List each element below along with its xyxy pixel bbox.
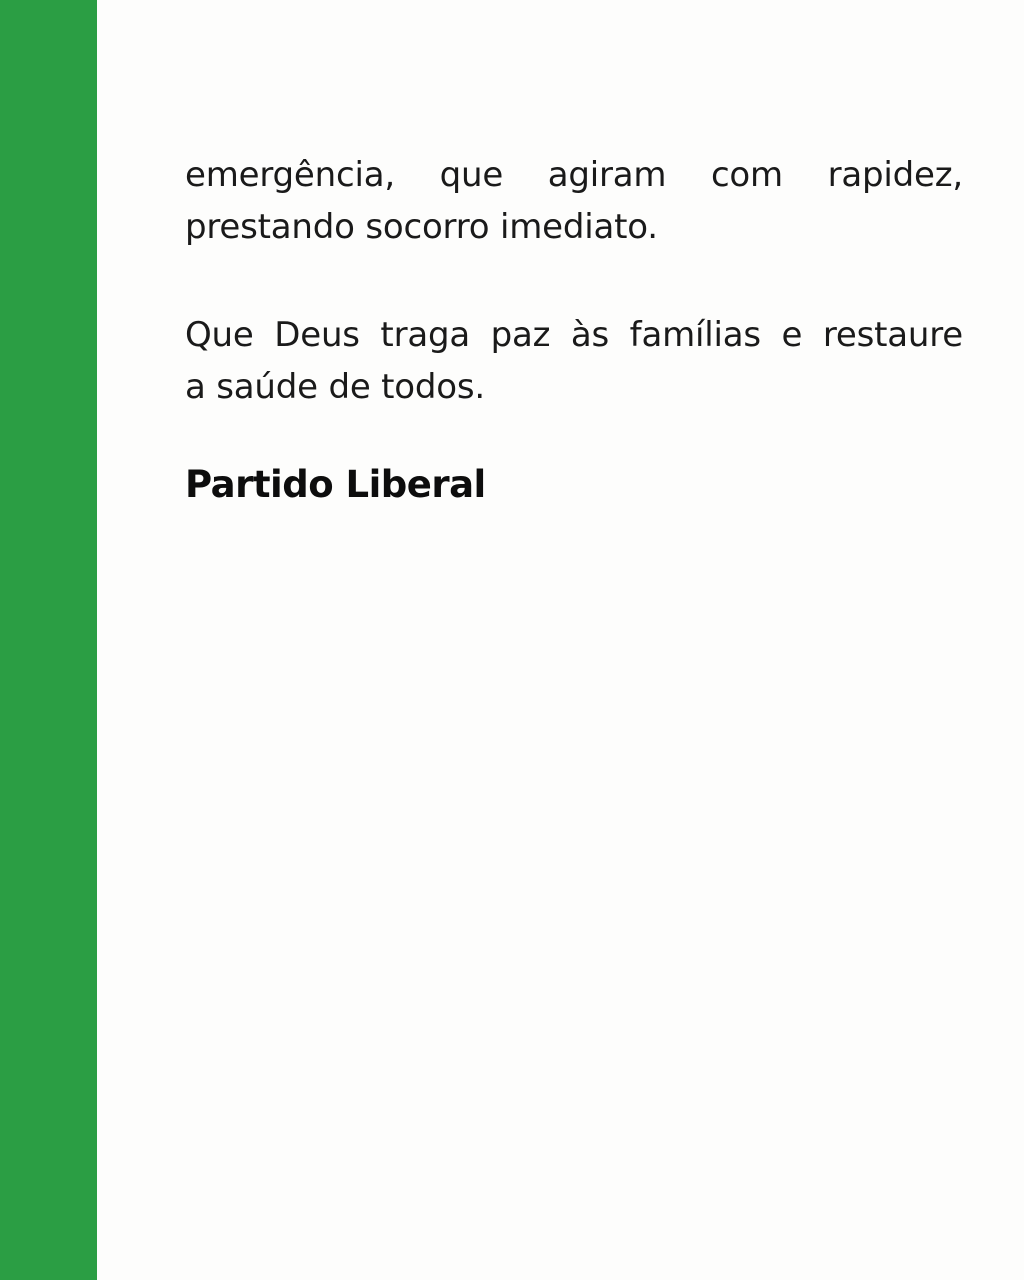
paragraph-blessing (185, 309, 963, 413)
signature: Partido Liberal (185, 463, 486, 506)
green-stripe (0, 0, 97, 1280)
statement-text-block (185, 149, 963, 508)
paragraph-emergency-line-2: prestando socorro imediato. (185, 207, 658, 247)
paragraph-emergency (185, 149, 963, 253)
paragraph-emergency-line-1: emergência, que agiram com rapidez, (185, 155, 963, 195)
paragraph-blessing-line-1: Que Deus traga paz às famílias e restaure (185, 315, 963, 355)
paragraph-blessing-line-2: a saúde de todos. (185, 367, 485, 407)
